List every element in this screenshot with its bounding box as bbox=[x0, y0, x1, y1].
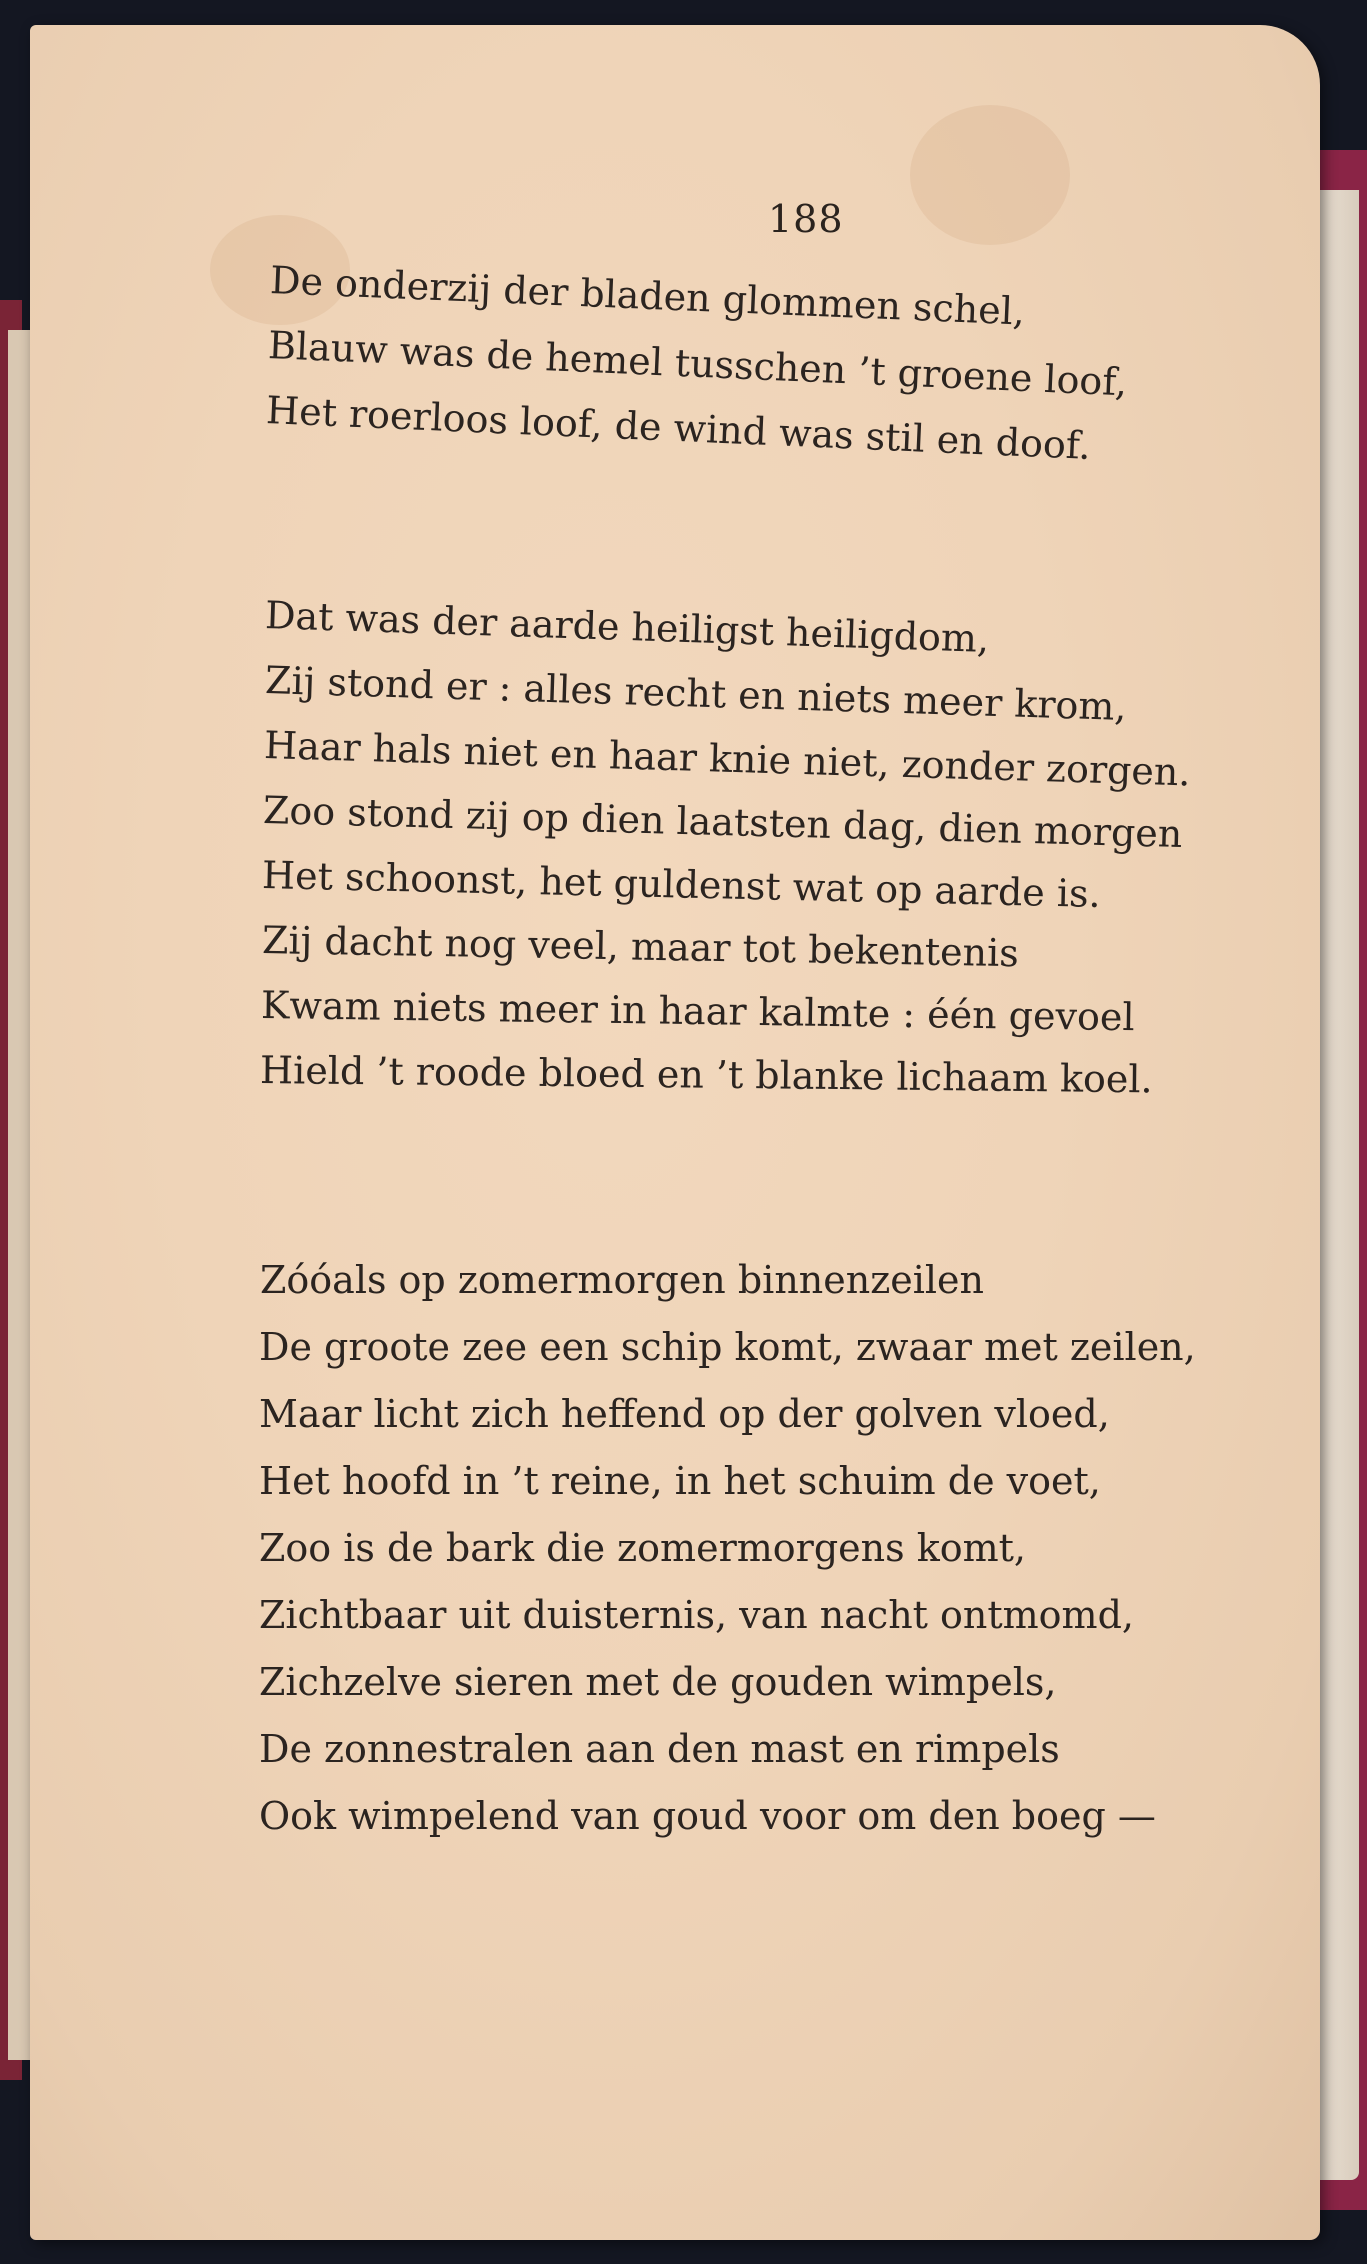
poem-line: Zoo is de bark die zomermorgens komt, bbox=[259, 1526, 1026, 1570]
page-number: 188 bbox=[768, 197, 844, 241]
poem-line: Het roerloos loof, de wind was stil en doof. bbox=[265, 388, 1092, 468]
poem-line: De groote zee een schip komt, zwaar met zeilen, bbox=[259, 1325, 1196, 1369]
poem-line: Het schoonst, het guldenst wat op aarde is. bbox=[261, 853, 1102, 917]
poem-line: Maar licht zich heffend op der golven vloed, bbox=[259, 1392, 1110, 1436]
poem-line: Haar hals niet en haar knie niet, zonder zorgen. bbox=[263, 723, 1192, 795]
poem-line: Blauw was de hemel tusschen ’t groene loof, bbox=[267, 323, 1129, 405]
book-page bbox=[30, 25, 1320, 2240]
poem-line: Kwam niets meer in haar kalmte : één gevoel bbox=[260, 983, 1135, 1040]
poem-line: De onderzij der bladen glommen schel, bbox=[269, 258, 1026, 334]
poem-line: Hield ’t roode bloed en ’t blanke lichaam koel. bbox=[259, 1048, 1153, 1102]
poem-line: Zóóals op zomermorgen binnenzeilen bbox=[260, 1258, 985, 1302]
poem-line: Dat was der aarde heiligst heiligdom, bbox=[264, 593, 990, 662]
poem-line: Zij dacht nog veel, maar tot bekentenis bbox=[261, 918, 1020, 976]
poem-line: Zichtbaar uit duisternis, van nacht ontmomd, bbox=[259, 1593, 1134, 1637]
poem-line: Zij stond er : alles recht en niets meer krom, bbox=[264, 658, 1128, 730]
page-stain bbox=[910, 105, 1070, 245]
poem-line: Ook wimpelend van goud voor om den boeg — bbox=[259, 1794, 1156, 1838]
poem-line: Zichzelve sieren met de gouden wimpels, bbox=[259, 1660, 1057, 1704]
poem-line: Het hoofd in ’t reine, in het schuim de voet, bbox=[259, 1459, 1101, 1503]
poem-line: Zoo stond zij op dien laatsten dag, dien morgen bbox=[262, 788, 1183, 857]
poem-line: De zonnestralen aan den mast en rimpels bbox=[259, 1727, 1060, 1771]
